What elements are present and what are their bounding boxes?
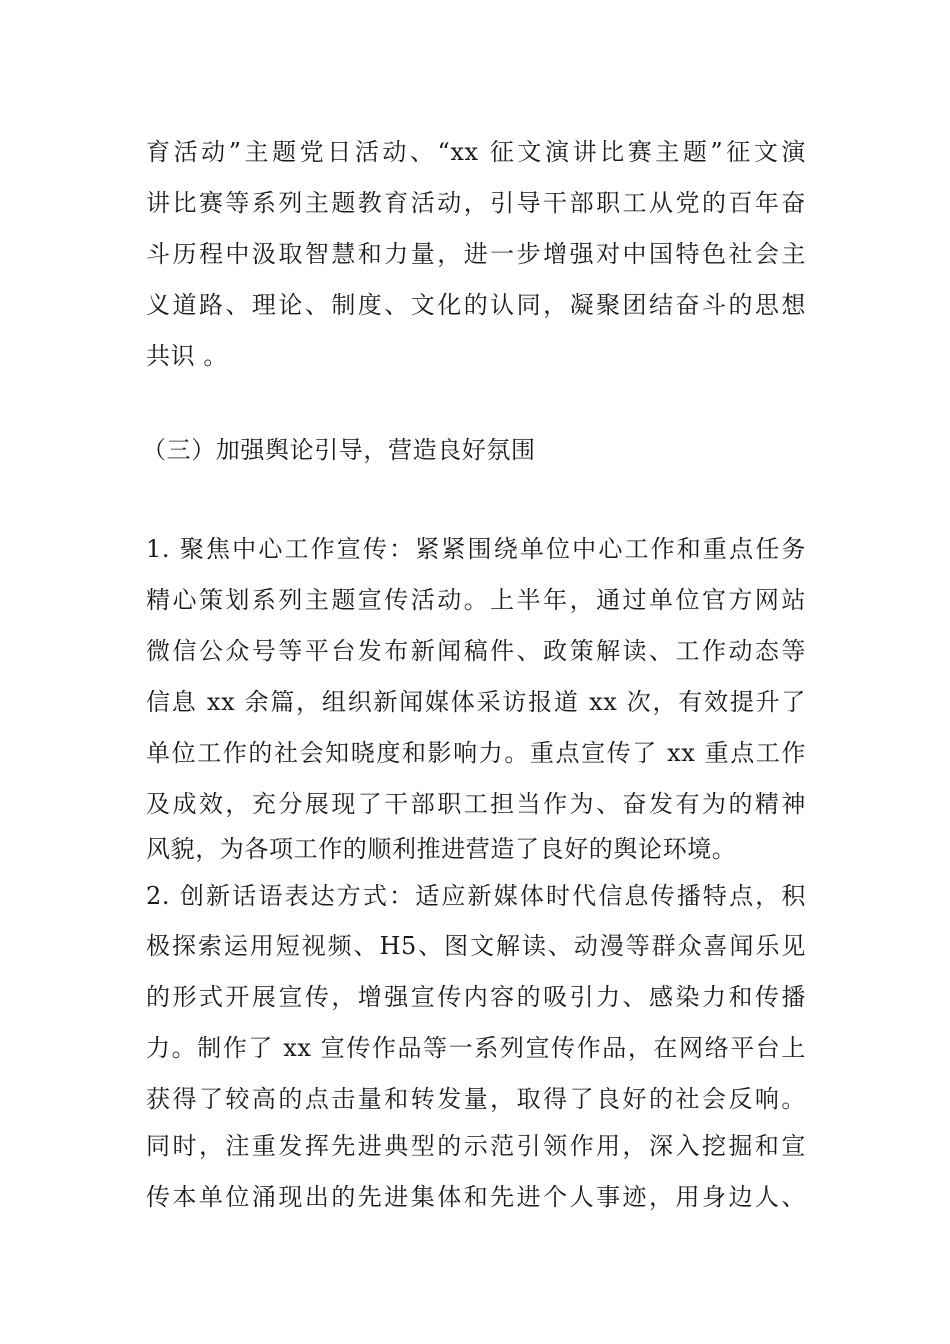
item1-line-6: 及成效，充分展现了干部职工担当作为、奋发有为的精神 bbox=[146, 790, 806, 818]
item2-line-3: 的形式开展宣传，增强宣传内容的吸引力、感染力和传播 bbox=[146, 983, 806, 1011]
paragraph1-line-1: 育活动”主题党日活动、“xx 征文演讲比赛主题”征文演 bbox=[146, 138, 806, 166]
item2-line-1: 2. 创新话语表达方式：适应新媒体时代信息传播特点，积 bbox=[146, 882, 806, 910]
item2-line-4: 力。制作了 xx 宣传作品等一系列宣传作品，在网络平台上 bbox=[146, 1034, 806, 1062]
item2-line-7: 传本单位涌现出的先进集体和先进个人事迹，用身边人、 bbox=[146, 1183, 806, 1211]
item2-line-5: 获得了较高的点击量和转发量，取得了良好的社会反响。 bbox=[146, 1085, 806, 1113]
item2-line-6: 同时，注重发挥先进典型的示范引领作用，深入挖掘和宣 bbox=[146, 1132, 806, 1160]
item1-line-4: 信息 xx 余篇，组织新闻媒体采访报道 xx 次，有效提升了 bbox=[146, 688, 806, 716]
item1-line-1: 1. 聚焦中心工作宣传：紧紧围绕单位中心工作和重点任务 bbox=[146, 535, 806, 563]
paragraph1-line-5: 共识 。 bbox=[146, 342, 229, 370]
item1-line-3: 微信公众号等平台发布新闻稿件、政策解读、工作动态等 bbox=[146, 637, 806, 665]
section-heading: （三）加强舆论引导，营造良好氛围 bbox=[142, 436, 536, 464]
paragraph1-line-4: 义道路、理论、制度、文化的认同，凝聚团结奋斗的思想 bbox=[146, 291, 806, 319]
item1-line-2: 精心策划系列主题宣传活动。上半年，通过单位官方网站 bbox=[146, 586, 806, 614]
paragraph1-line-3: 斗历程中汲取智慧和力量，进一步增强对中国特色社会主 bbox=[146, 240, 806, 268]
paragraph1-line-2: 讲比赛等系列主题教育活动，引导干部职工从党的百年奋 bbox=[146, 189, 806, 217]
item1-line-7: 风貌，为各项工作的顺利推进营造了良好的舆论环境。 bbox=[146, 835, 737, 863]
item1-line-5: 单位工作的社会知晓度和影响力。重点宣传了 xx 重点工作 bbox=[146, 739, 806, 767]
item2-line-2: 极探索运用短视频、H5、图文解读、动漫等群众喜闻乐见 bbox=[146, 932, 806, 960]
